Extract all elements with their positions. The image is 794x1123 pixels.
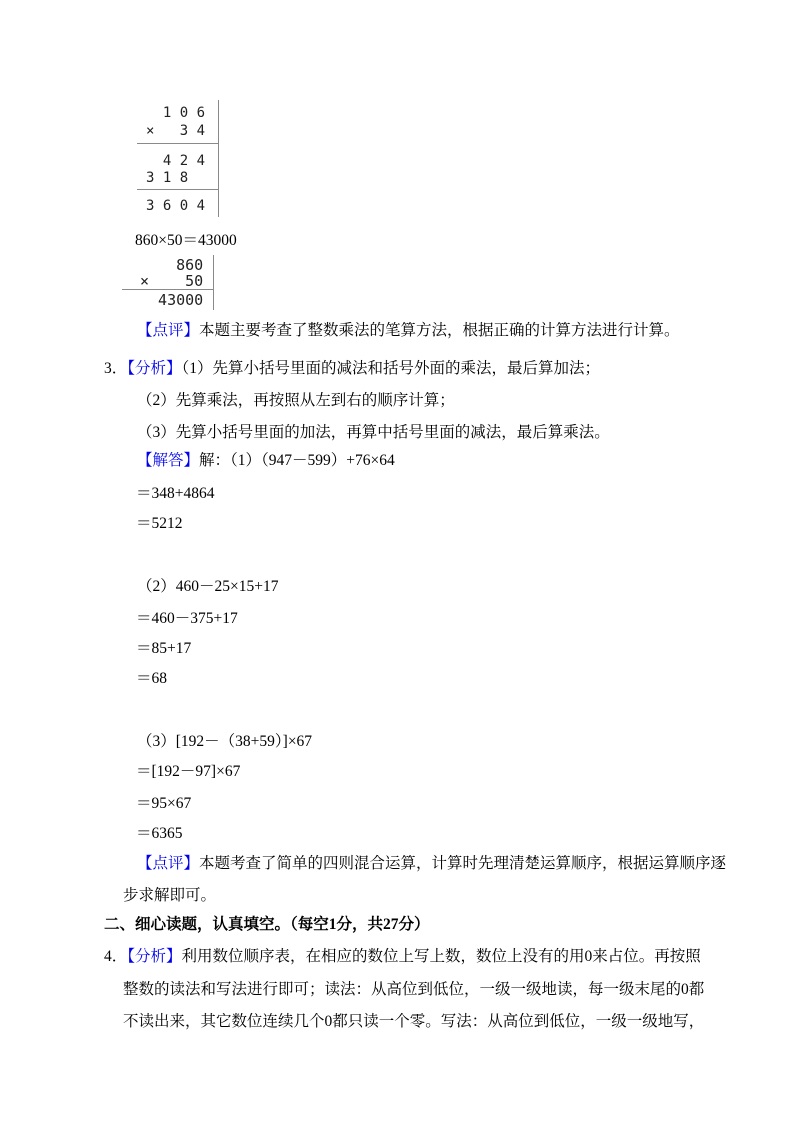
- line-text: （3）先算小括号里面的加法，再算中括号里面的减法，最后算乘法。: [137, 424, 610, 441]
- line-text: ＝460－375+17: [136, 610, 238, 627]
- fig-multiplicand: 860: [140, 256, 204, 274]
- fig-multiplier: × 50: [140, 272, 204, 290]
- calc-step: [136, 640, 191, 658]
- calc-step: [136, 825, 183, 843]
- line-text: 解：（1）（947－599）+76×64: [199, 452, 395, 469]
- line-text: ＝348+4864: [136, 485, 215, 502]
- line-text: ＝95×67: [136, 795, 192, 812]
- line-text: ＝[192－97]×67: [136, 763, 241, 780]
- section-heading: [104, 916, 430, 934]
- calc-step: [136, 485, 215, 503]
- fig-multiplicand: 1 0 6: [146, 105, 206, 121]
- line-text: ＝6365: [136, 825, 183, 842]
- multiplication-work-860x50: [122, 255, 214, 310]
- multiplication-work-106x34: [137, 100, 219, 217]
- tag-label: 【点评】: [137, 322, 200, 339]
- line-text: 二、细心读题，认真填空。（每空1分，共27分）: [104, 916, 430, 933]
- item-number: 4．: [104, 948, 128, 965]
- line-text: （3）[192－（38+59）]×67: [137, 733, 313, 750]
- line-text: 本题考查了简单的四则混合运算，计算时先理清楚运算顺序，根据运算顺序逐: [199, 855, 727, 872]
- analysis-line-wrap: [123, 981, 704, 999]
- tag-label: 【分析】: [127, 360, 182, 377]
- calc-step: [136, 610, 238, 628]
- comment-line: [137, 855, 726, 873]
- line-text: ＝85+17: [136, 640, 192, 657]
- tag-label: 【分析】: [127, 948, 182, 965]
- fig-product: 3 6 0 4: [146, 198, 206, 214]
- analysis-line: [137, 424, 610, 442]
- fig-partial-product-1: 4 2 4: [146, 153, 206, 169]
- calc-step: [136, 763, 240, 781]
- line-text: 本题主要考查了整数乘法的笔算方法，根据正确的计算方法进行计算。: [199, 322, 680, 339]
- analysis-line-wrap: [123, 1013, 704, 1031]
- item-number: 3．: [104, 360, 128, 377]
- fraction-bar: [137, 143, 218, 144]
- analysis-line: [104, 360, 600, 378]
- calc-step: [136, 795, 191, 813]
- line-text: （2）先算乘法，再按照从左到右的顺序计算；: [137, 392, 455, 409]
- answer-line: [137, 452, 395, 470]
- fig-partial-product-2: 3 1 8: [146, 170, 189, 186]
- analysis-line: [104, 948, 701, 966]
- calc-step: [137, 733, 312, 751]
- equation-860x50: 860×50＝43000: [135, 232, 237, 249]
- calc-step: [136, 515, 183, 533]
- line-text: 整数的读法和写法进行即可；读法：从高位到低位，一级一级地读，每一级末尾的0都: [123, 981, 705, 998]
- line-text: ＝68: [136, 670, 168, 687]
- tag-label: 【点评】: [137, 855, 200, 872]
- fraction-bar: [137, 189, 218, 190]
- line-text: 不读出来，其它数位连续几个0都只读一个零。写法：从高位到低位，一级一级地写，: [123, 1013, 705, 1030]
- line-text: （2）460－25×15+17: [137, 578, 279, 595]
- calc-step: [136, 670, 167, 688]
- line-text: 步求解即可。: [123, 887, 217, 904]
- line-text: 利用数位顺序表，在相应的数位上写上数，数位上没有的用0来占位。再按照: [181, 948, 701, 965]
- analysis-line: [137, 392, 455, 410]
- calc-step: [137, 578, 278, 596]
- comment-line-wrap: [123, 887, 216, 905]
- line-text: （1）先算小括号里面的减法和括号外面的乘法，最后算加法；: [181, 360, 601, 377]
- line-text: ＝5212: [136, 515, 183, 532]
- fig-multiplier: × 3 4: [146, 123, 206, 139]
- comment-line: [137, 322, 680, 340]
- fig-product: 43000: [140, 291, 204, 309]
- tag-label: 【解答】: [137, 452, 200, 469]
